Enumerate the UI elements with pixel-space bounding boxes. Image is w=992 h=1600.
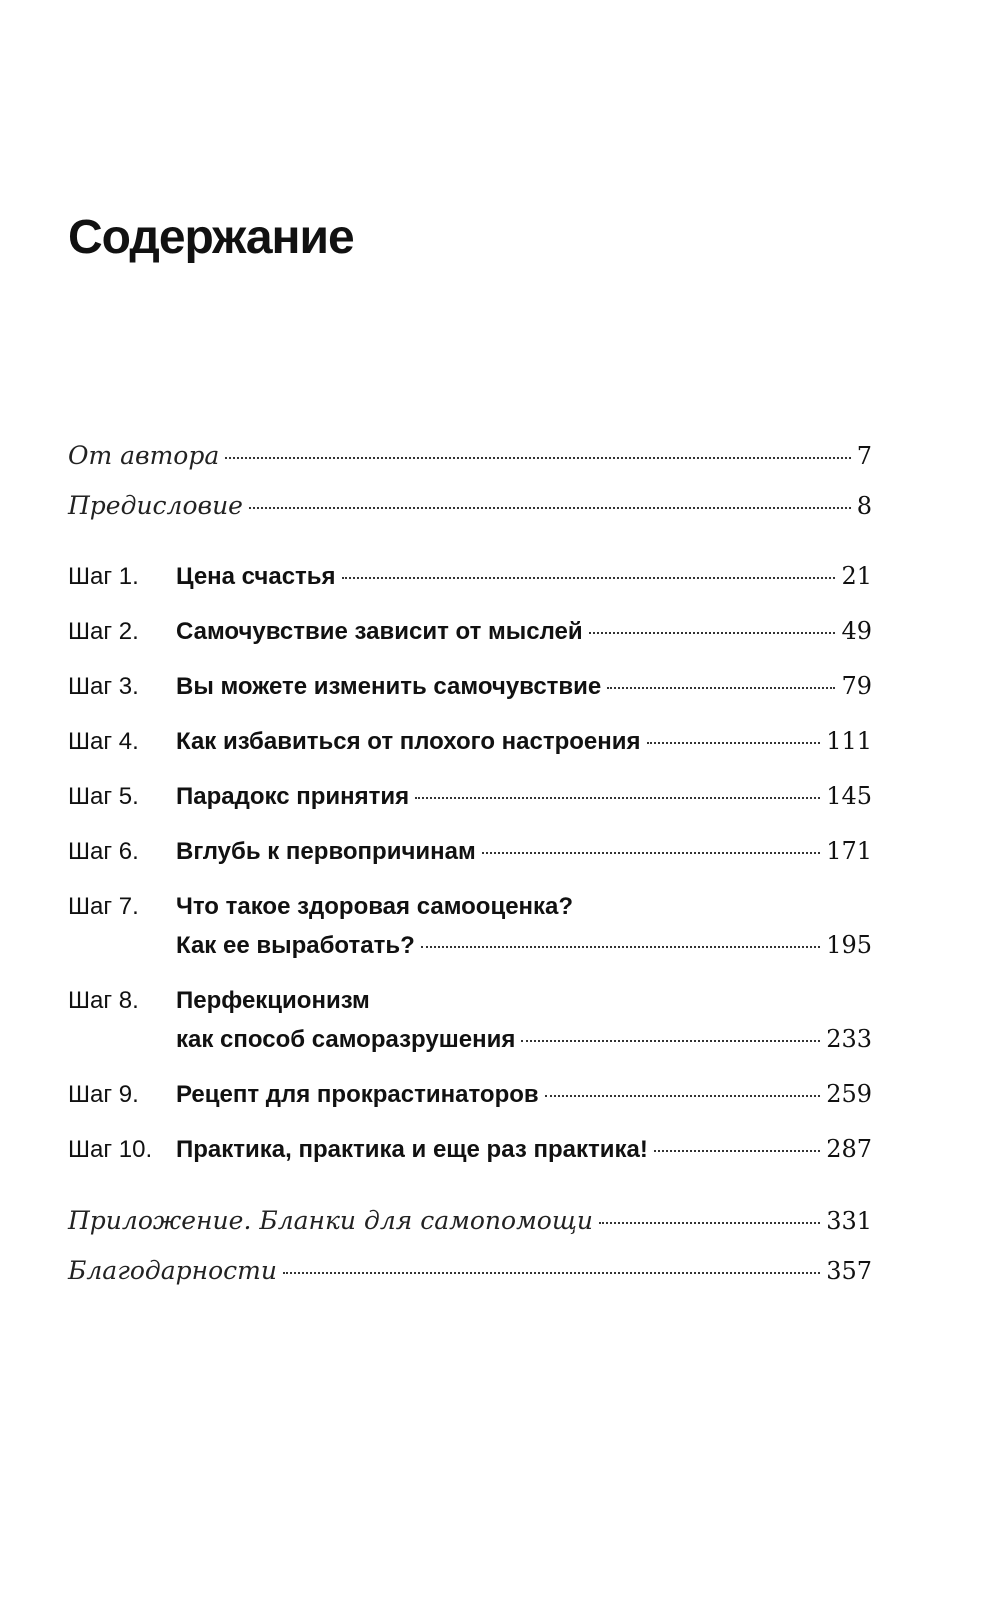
dot-leader	[521, 1040, 820, 1042]
toc-entry-step-8[interactable]	[68, 985, 872, 1016]
dot-leader	[654, 1150, 820, 1152]
dot-leader	[421, 946, 820, 948]
toc-page-number: 79	[841, 672, 872, 700]
toc-entry-label: От автора	[68, 441, 220, 470]
step-number: Шаг 9.	[68, 1081, 139, 1108]
toc-entry-acknowledgements[interactable]	[68, 1255, 872, 1288]
toc-page-number: 259	[826, 1080, 872, 1108]
chapter-title: Цена счастья	[176, 563, 336, 590]
toc-page-number: 111	[826, 727, 872, 755]
step-number: Шаг 10.	[68, 1136, 153, 1163]
toc-page-number: 145	[826, 782, 872, 810]
step-number: Шаг 5.	[68, 783, 139, 810]
toc-entry-step-4[interactable]	[68, 726, 872, 757]
toc-entry-label: Предисловие	[68, 491, 243, 520]
chapter-title: Вглубь к первопричинам	[176, 838, 476, 865]
toc-entry-step-5[interactable]	[68, 781, 872, 812]
dot-leader	[415, 797, 820, 799]
dot-leader	[607, 687, 835, 689]
chapter-title: Практика, практика и еще раз практика!	[176, 1136, 648, 1163]
toc-entry-step-3[interactable]	[68, 671, 872, 702]
dot-leader	[225, 457, 850, 459]
toc-page-number: 233	[826, 1025, 872, 1053]
toc-entry-from-author[interactable]	[68, 440, 872, 473]
toc-page-number: 21	[841, 562, 872, 590]
step-number: Шаг 2.	[68, 618, 139, 645]
dot-leader	[482, 852, 820, 854]
toc-page-number: 287	[826, 1135, 872, 1163]
chapter-title: Самочувствие зависит от мыслей	[176, 618, 583, 645]
toc-entry-step-9[interactable]	[68, 1079, 872, 1110]
chapter-title-line-1: Что такое здоровая самооценка?	[176, 893, 574, 920]
step-number: Шаг 3.	[68, 673, 139, 700]
step-number: Шаг 7.	[68, 893, 139, 920]
toc-entry-step-10[interactable]	[68, 1134, 872, 1165]
toc-entry-label: Приложение. Бланки для самопомощи	[68, 1206, 593, 1235]
page-title: Содержание	[68, 211, 354, 264]
toc-page-number: 195	[826, 931, 872, 959]
toc-page-number: 7	[856, 442, 872, 470]
toc-page-number: 8	[856, 492, 872, 520]
dot-leader	[545, 1095, 821, 1097]
dot-leader	[599, 1222, 820, 1224]
toc-entry-appendix[interactable]	[68, 1205, 872, 1238]
chapter-title-line-2: как способ саморазрушения	[176, 1026, 516, 1053]
chapter-title: Вы можете изменить самочувствие	[176, 673, 602, 700]
step-number: Шаг 1.	[68, 563, 139, 590]
dot-leader	[283, 1272, 820, 1274]
toc-entry-step-8-continued[interactable]	[176, 1024, 872, 1055]
toc-entry-label: Благодарности	[68, 1256, 277, 1285]
chapter-title: Рецепт для прокрастинаторов	[176, 1081, 539, 1108]
dot-leader	[342, 577, 836, 579]
toc-entry-step-2[interactable]	[68, 616, 872, 647]
step-number: Шаг 8.	[68, 987, 139, 1014]
toc-entry-step-7-continued[interactable]	[176, 930, 872, 961]
step-number: Шаг 6.	[68, 838, 139, 865]
step-number: Шаг 4.	[68, 728, 139, 755]
dot-leader	[249, 507, 851, 509]
toc-entry-preface[interactable]	[68, 490, 872, 523]
toc-entry-step-6[interactable]	[68, 836, 872, 867]
dot-leader	[647, 742, 821, 744]
dot-leader	[589, 632, 836, 634]
toc-entry-step-7[interactable]	[68, 891, 872, 922]
chapter-title-line-2: Как ее выработать?	[176, 932, 415, 959]
toc-page-number: 357	[826, 1257, 872, 1285]
chapter-title: Как избавиться от плохого настроения	[176, 728, 641, 755]
toc-page-number: 49	[841, 617, 872, 645]
toc-entry-step-1[interactable]	[68, 561, 872, 592]
toc-page-number: 331	[826, 1207, 872, 1235]
chapter-title: Парадокс принятия	[176, 783, 410, 810]
toc-page-number: 171	[826, 837, 872, 865]
chapter-title-line-1: Перфекционизм	[176, 987, 370, 1014]
